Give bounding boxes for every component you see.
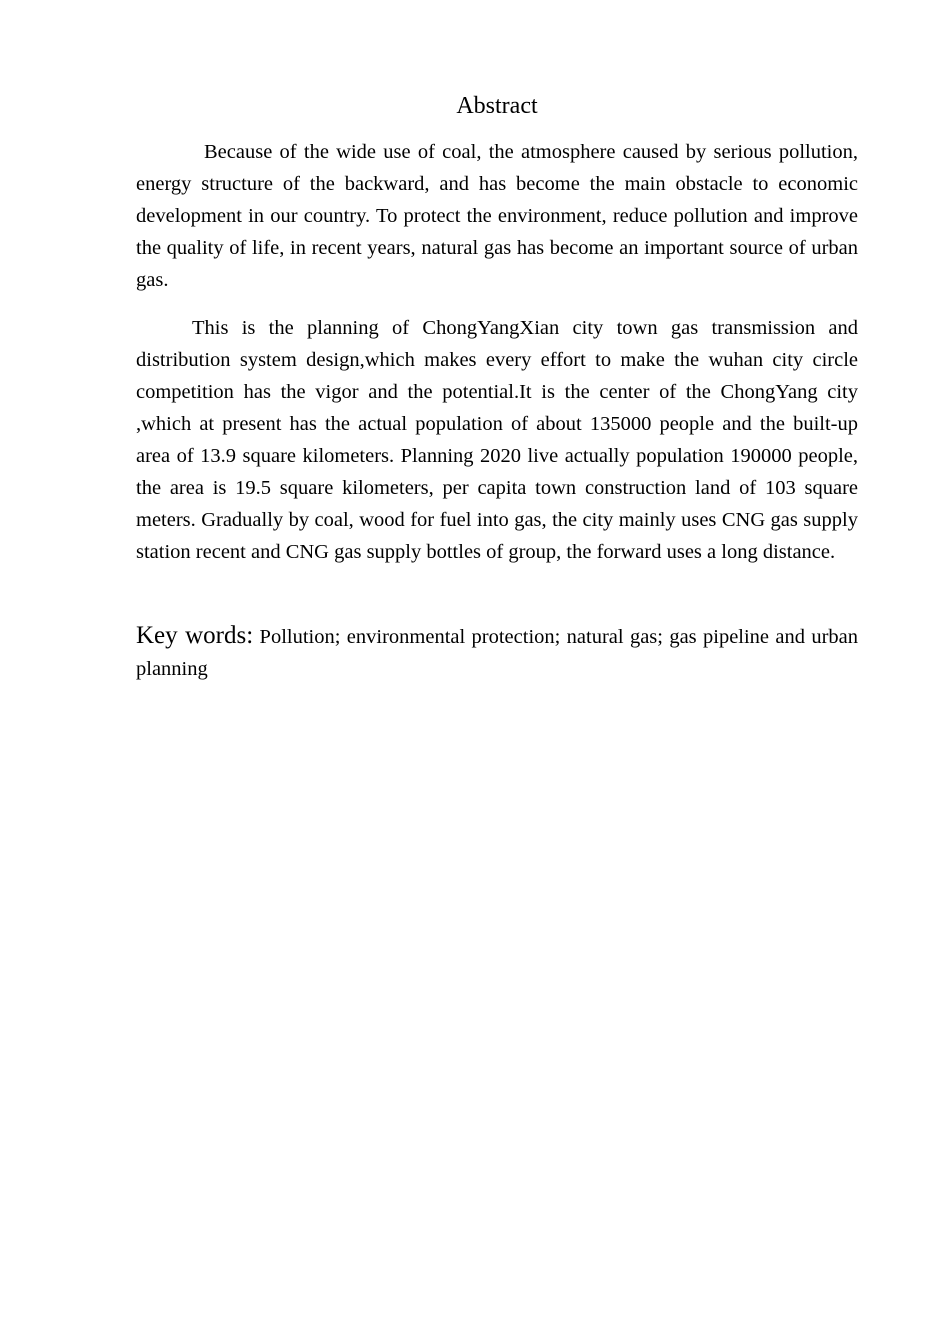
- abstract-section: [136, 88, 858, 685]
- keywords-line: [136, 620, 858, 685]
- abstract-title: Abstract: [456, 93, 538, 119]
- abstract-paragraph-1: Because of the wide use of coal, the atmosphere caused by serious pollution, energy structure of the backward, and has become the main obstacle to economic development in our country. To protect the environment, reduce pollution and improve the quality of life, in recent years, natural gas has become an important source of urban gas.: [136, 141, 858, 291]
- abstract-paragraph-2: This is the planning of ChongYangXian city town gas transmission and distribution system design,which makes every effort to make the wuhan city circle competition has the vigor and the potential.It is the center of the ChongYang city ,which at present has the actual population of about 135000 people and the built-up area of 13.9 square kilometers. Planning 2020 live actually population 190000 people, the area is 19.5 square kilometers, per capita town construction land of 103 square meters. Gradually by coal, wood for fuel into gas, the city mainly uses CNG gas supply station recent and CNG gas supply bottles of group, the forward uses a long distance.: [136, 317, 858, 563]
- keywords-text: Pollution; environmental protection; natural gas; gas pipeline and urban planning: [136, 626, 858, 680]
- keywords-label: Key words:: [136, 622, 254, 649]
